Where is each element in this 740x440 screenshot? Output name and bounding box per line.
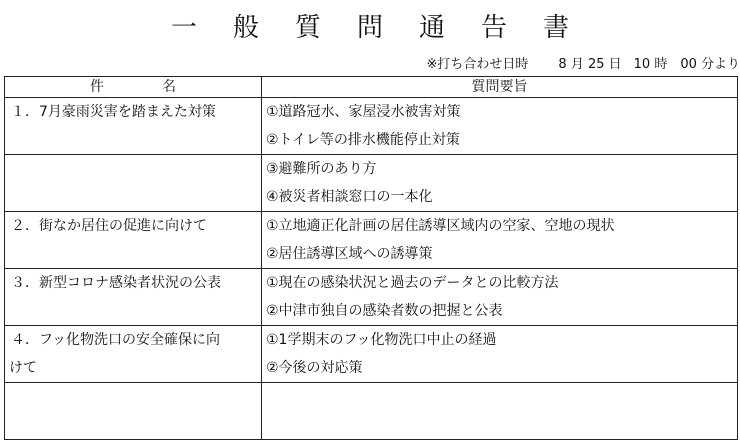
subject-cell [5, 383, 262, 440]
title-char: 書 [543, 13, 570, 43]
subject-cell [5, 155, 262, 212]
meeting-date: 8 月 25 日 [558, 57, 622, 72]
points-cell [262, 155, 738, 212]
point-line: ③避難所のあり方 [266, 161, 377, 177]
title-char: 般 [232, 13, 259, 43]
subject-line: １．7月豪雨災害を踏まえた対策 [11, 104, 216, 120]
document-title [0, 8, 740, 48]
subject-line: ４．フッ化物洗口の安全確保に向 [11, 332, 221, 348]
title-char: 質 [294, 13, 321, 43]
subject-line [5, 183, 261, 211]
subject-line [5, 155, 261, 183]
point-line: ①立地適正化計画の居住誘導区域内の空家、空地の現状 [266, 218, 615, 234]
title-char: 一 [170, 13, 197, 43]
subject-line [5, 126, 261, 154]
points-cell [262, 326, 738, 383]
table-row [5, 326, 738, 383]
point-line: ②トイレ等の排水機能停止対策 [266, 132, 460, 148]
points-cell [262, 98, 738, 155]
questions-table [4, 76, 738, 440]
meeting-time: 10 時 00 分より [633, 57, 740, 72]
subject-header: 件 名 [5, 77, 262, 98]
title-char: 告 [481, 13, 508, 43]
point-line: ②居住誘導区域への誘導策 [266, 246, 433, 262]
subject-cell [5, 269, 262, 326]
subject-line: けて [9, 360, 37, 376]
subject-line [5, 240, 261, 268]
table-row [5, 269, 738, 326]
subject-cell [5, 326, 262, 383]
subject-line [5, 297, 261, 325]
point-line: ④被災者相談窓口の一本化 [266, 189, 433, 205]
subject-line: ２．街なか居住の促進に向けて [11, 218, 207, 234]
table-row [5, 212, 738, 269]
point-line: ①道路冠水、家屋浸水被害対策 [266, 104, 461, 120]
table-row [5, 98, 738, 155]
point-line: ①現在の感染状況と過去のデータとの比較方法 [266, 275, 559, 291]
meeting-datetime [427, 56, 740, 74]
meeting-label: ※打ち合わせ日時 [426, 57, 529, 72]
point-line: ②今後の対応策 [266, 360, 363, 376]
title-char: 問 [356, 13, 383, 43]
points-cell [262, 269, 738, 326]
subject-line: ３．新型コロナ感染者状況の公表 [11, 275, 221, 291]
points-cell [262, 383, 738, 440]
table-header-row [5, 77, 738, 98]
point-line: ①1学期末のフッ化物洗口中止の経過 [266, 332, 497, 348]
point-line: ②中津市独自の感染者数の把握と公表 [266, 303, 503, 319]
subject-cell [5, 98, 262, 155]
points-cell [262, 212, 738, 269]
table-row [5, 383, 738, 440]
points-header: 質問要旨 [262, 77, 738, 98]
table-row [5, 155, 738, 212]
title-char: 通 [419, 13, 446, 43]
subject-cell [5, 212, 262, 269]
